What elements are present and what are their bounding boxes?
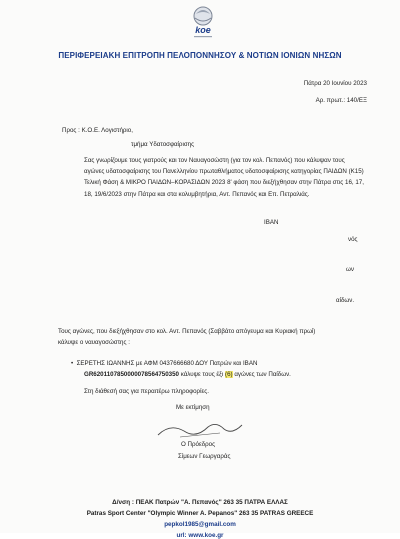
bullet-rest-before: κάλυψε τους έξι [178, 371, 226, 378]
bullet-marker: • [71, 360, 77, 367]
bullet-iban: GR6201107850000078564750350 [84, 371, 179, 378]
recipient-line-2: τμήμα Υδατοσφαίρισης [131, 141, 195, 148]
footer-email[interactable]: pepkol1985@gmail.com [164, 521, 236, 528]
recipient-line-1: Προς : Κ.Ο.Ε. Λογιστήριο, [62, 127, 133, 134]
paragraph-2-line-2: κάλυψε ο ναυαγοσώστης : [58, 339, 130, 346]
organization-heading: ΠΕΡΙΦΕΡΕΙΑΚΗ ΕΠΙΤΡΟΠΗ ΠΕΛΟΠΟΝΝΗΣΟΥ & ΝΟΤΙΩΝ ΙΟΝΙΩΝ ΝΗΣΩΝ [58, 51, 342, 60]
bullet-highlight: (6) [225, 371, 233, 378]
signatory-title: Ο Πρόεδρος [181, 441, 216, 448]
bullet-rest-after: αγώνες των Παίδων. [232, 371, 291, 378]
koe-logo [183, 2, 223, 42]
fragment-iban: ΙΒΑΝ [264, 219, 279, 226]
body-paragraph-1: Σας γνωρίζουμε τους γιατρούς και τον Ναυαγοσώστη (για τον κολ. Πεπανός) που κάλυψαν τους αγώνες υδατοσφαίρισης του Πανελληνίου πρωταθλήματος υδατοσφαίρισης κατηγορίας ΠΑΙΔΩΝ (Κ15) Τελική Φάση & ΜΙΚΡΟ ΠΑΙΔΩΝ–ΚΟΡΑΣΙΔΩΝ 2023 8' φάση που διεξήχθησαν στην Πάτρα στις 16, 17, 18, 19/6/2023 στην Πάτρα και στα κολυμβητήρια, Αντ. Πεπανός και Επ. Πετραλιάς. [84, 157, 364, 198]
document-date: Πάτρα 20 Ιουνίου 2023 [303, 80, 367, 87]
lifeguard-bullet [71, 358, 291, 380]
logo-text: koe [195, 25, 211, 35]
fragment-3: αίδων. [336, 297, 355, 304]
body-paragraph-2 [58, 326, 315, 348]
protocol-number: Αρ. πρωτ.: 140/ΕΞ [315, 97, 367, 104]
footer-url[interactable]: url: www.koe.gr [176, 532, 224, 539]
fragment-1: νός [348, 236, 358, 243]
bullet-line-1: ΣΕΡΕΤΗΣ ΙΩΑΝΝΗΣ με ΑΦΜ 0437666680 ΔΟΥ Πατρών και ΙΒΑΝ [76, 360, 258, 367]
footer-address: Δ/νση : ΠΕΑΚ Πατρών "Α. Πεπανός" 263 35 ΠΑΤΡΑ ΕΛΛΑΣ [112, 499, 288, 506]
paragraph-2-line-1: Τους αγώνες, που διεξήχθησαν στο κολ. Αντ. Πεπανός (Σαββάτο απόγευμα και Κυριακή πρωί) [58, 328, 316, 335]
footer-address-en: Patras Sport Center "Olympic Winner A. Pepanos" 263 35 PATRAS GREECE [86, 510, 314, 517]
closing-phrase: Με εκτίμηση [176, 404, 210, 411]
signatory-name: Σίμεων Γεωργαράς [178, 453, 231, 460]
availability-line: Στη διάθεσή σας για περαιτέρω πληροφορίες. [84, 388, 209, 395]
fragment-2: ων [346, 266, 354, 273]
